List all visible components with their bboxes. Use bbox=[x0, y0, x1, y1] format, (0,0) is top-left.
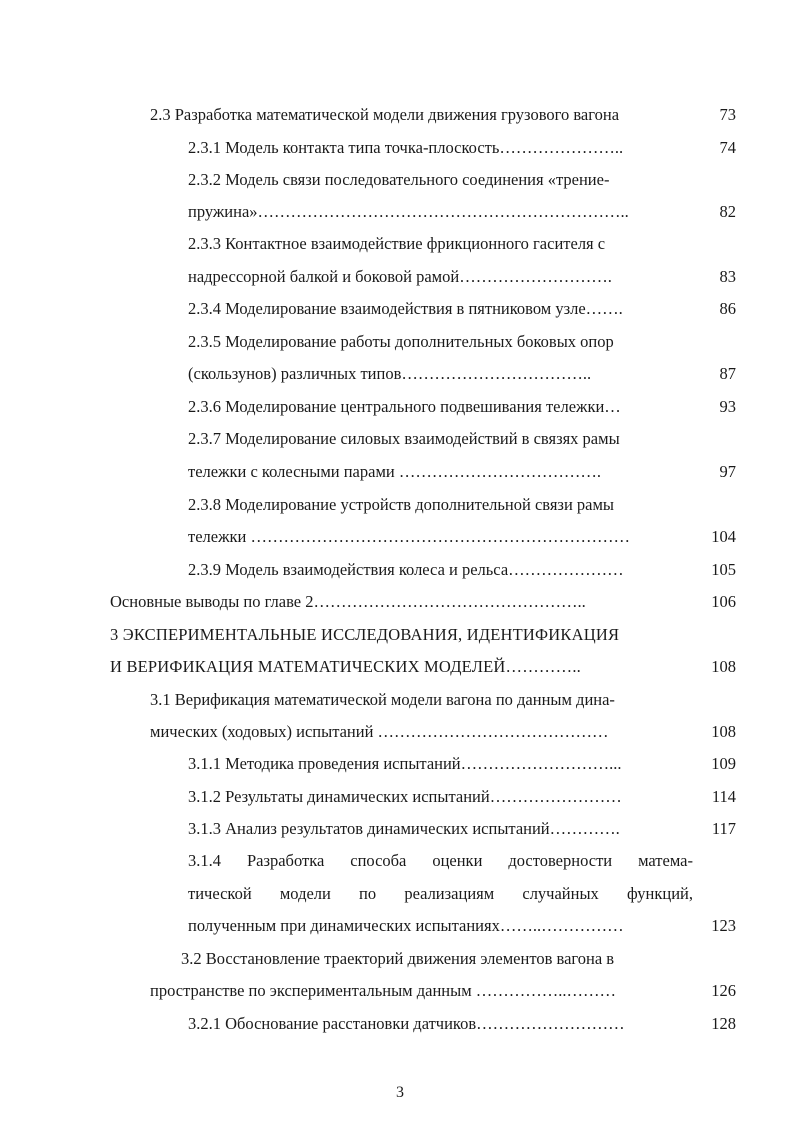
toc-page-number: 117 bbox=[711, 819, 736, 838]
toc-entry-chapter-3-cont: И ВЕРИФИКАЦИЯ МАТЕМАТИЧЕСКИХ МОДЕЛЕЙ………….. bbox=[110, 657, 581, 676]
toc-page-number: 128 bbox=[711, 1014, 736, 1033]
toc-page-number: 126 bbox=[711, 981, 736, 1000]
toc-entry-3-1-1: 3.1.1 Методика проведения испытаний………………………... bbox=[188, 754, 622, 773]
toc-entry-2-3-7: 2.3.7 Моделирование силовых взаимодействий в связях рамы bbox=[188, 429, 620, 448]
toc-page-number: 104 bbox=[711, 527, 736, 546]
toc-entry-2-3-5-cont: (скользунов) различных типов…………………………….. bbox=[188, 364, 592, 383]
toc-page-number: 114 bbox=[711, 787, 736, 806]
toc-entry-2-3-2-cont: пружина»………………………………………………………….. bbox=[188, 202, 629, 221]
page-number: 3 bbox=[396, 1084, 404, 1101]
toc-entry-2-3-1: 2.3.1 Модель контакта типа точка-плоскость………………….. bbox=[188, 138, 624, 157]
toc-entry-2-3-3-cont: надрессорной балкой и боковой рамой………………………. bbox=[188, 267, 612, 286]
toc-page-number: 74 bbox=[719, 138, 736, 157]
toc-page-number: 108 bbox=[711, 722, 736, 741]
toc-entry-3-1: 3.1 Верификация математической модели вагона по данным дина- bbox=[150, 690, 615, 709]
toc-entry-2-3-8: 2.3.8 Моделирование устройств дополнительной связи рамы bbox=[188, 495, 615, 514]
toc-page-number: 82 bbox=[719, 202, 736, 221]
toc-entry-2-3-2: 2.3.2 Модель связи последовательного соединения «трение- bbox=[188, 170, 610, 189]
toc-page-number: 108 bbox=[711, 657, 736, 676]
toc-page-number: 93 bbox=[719, 397, 736, 416]
toc-entry-3-1-cont: мических (ходовых) испытаний …………………………………… bbox=[150, 722, 609, 741]
toc-entry-2-3-4: 2.3.4 Моделирование взаимодействия в пятниковом узле……. bbox=[188, 299, 623, 318]
toc-page-number: 105 bbox=[711, 560, 736, 579]
toc-page-number: 97 bbox=[719, 462, 736, 481]
toc-entry-3-2-cont: пространстве по экспериментальным данным ……………..……… bbox=[150, 981, 617, 1000]
toc-page-number: 73 bbox=[719, 105, 736, 124]
toc-entry-2-3-6: 2.3.6 Моделирование центрального подвешивания тележки… bbox=[188, 397, 621, 416]
toc-entry-2-3: 2.3 Разработка математической модели движения грузового вагона bbox=[150, 105, 620, 124]
toc-entry-2-3-3: 2.3.3 Контактное взаимодействие фрикционного гасителя с bbox=[188, 234, 606, 253]
toc-entry-3-1-2: 3.1.2 Результаты динамических испытаний…………………… bbox=[188, 787, 622, 806]
toc-page-number: 87 bbox=[719, 364, 736, 383]
toc-entry-chapter-2-conclusions: Основные выводы по главе 2………………………………………….. bbox=[110, 592, 586, 611]
toc-entry-3-1-4: 3.1.4 Разработка способа оценки достоверности матема- bbox=[188, 851, 693, 870]
toc-page-number: 106 bbox=[711, 592, 736, 611]
toc-entry-2-3-8-cont: тележки …………………………………………………………… bbox=[188, 527, 630, 546]
toc-entry-3-2: 3.2 Восстановление траекторий движения элементов вагона в bbox=[181, 949, 615, 968]
toc-entry-2-3-5: 2.3.5 Моделирование работы дополнительных боковых опор bbox=[188, 332, 614, 351]
toc-entry-3-2-1: 3.2.1 Обоснование расстановки датчиков……………………… bbox=[188, 1014, 625, 1033]
toc-page-number: 86 bbox=[719, 299, 736, 318]
toc-entry-2-3-9: 2.3.9 Модель взаимодействия колеса и рельса………………… bbox=[188, 560, 624, 579]
toc-page-number: 109 bbox=[711, 754, 736, 773]
toc-entry-chapter-3: 3 ЭКСПЕРИМЕНТАЛЬНЫЕ ИССЛЕДОВАНИЯ, ИДЕНТИФИКАЦИЯ bbox=[110, 625, 620, 644]
toc-page-number: 83 bbox=[719, 267, 736, 286]
toc-entry-3-1-4-cont: тической модели по реализациям случайных функций, bbox=[188, 884, 693, 903]
toc-entry-3-1-4-cont: полученным при динамических испытаниях……..…………… bbox=[188, 916, 624, 935]
toc-entry-2-3-7-cont: тележки с колесными парами ………………………………. bbox=[188, 462, 601, 481]
toc-entry-3-1-3: 3.1.3 Анализ результатов динамических испытаний…………. bbox=[188, 819, 620, 838]
toc-page-number: 123 bbox=[711, 916, 736, 935]
